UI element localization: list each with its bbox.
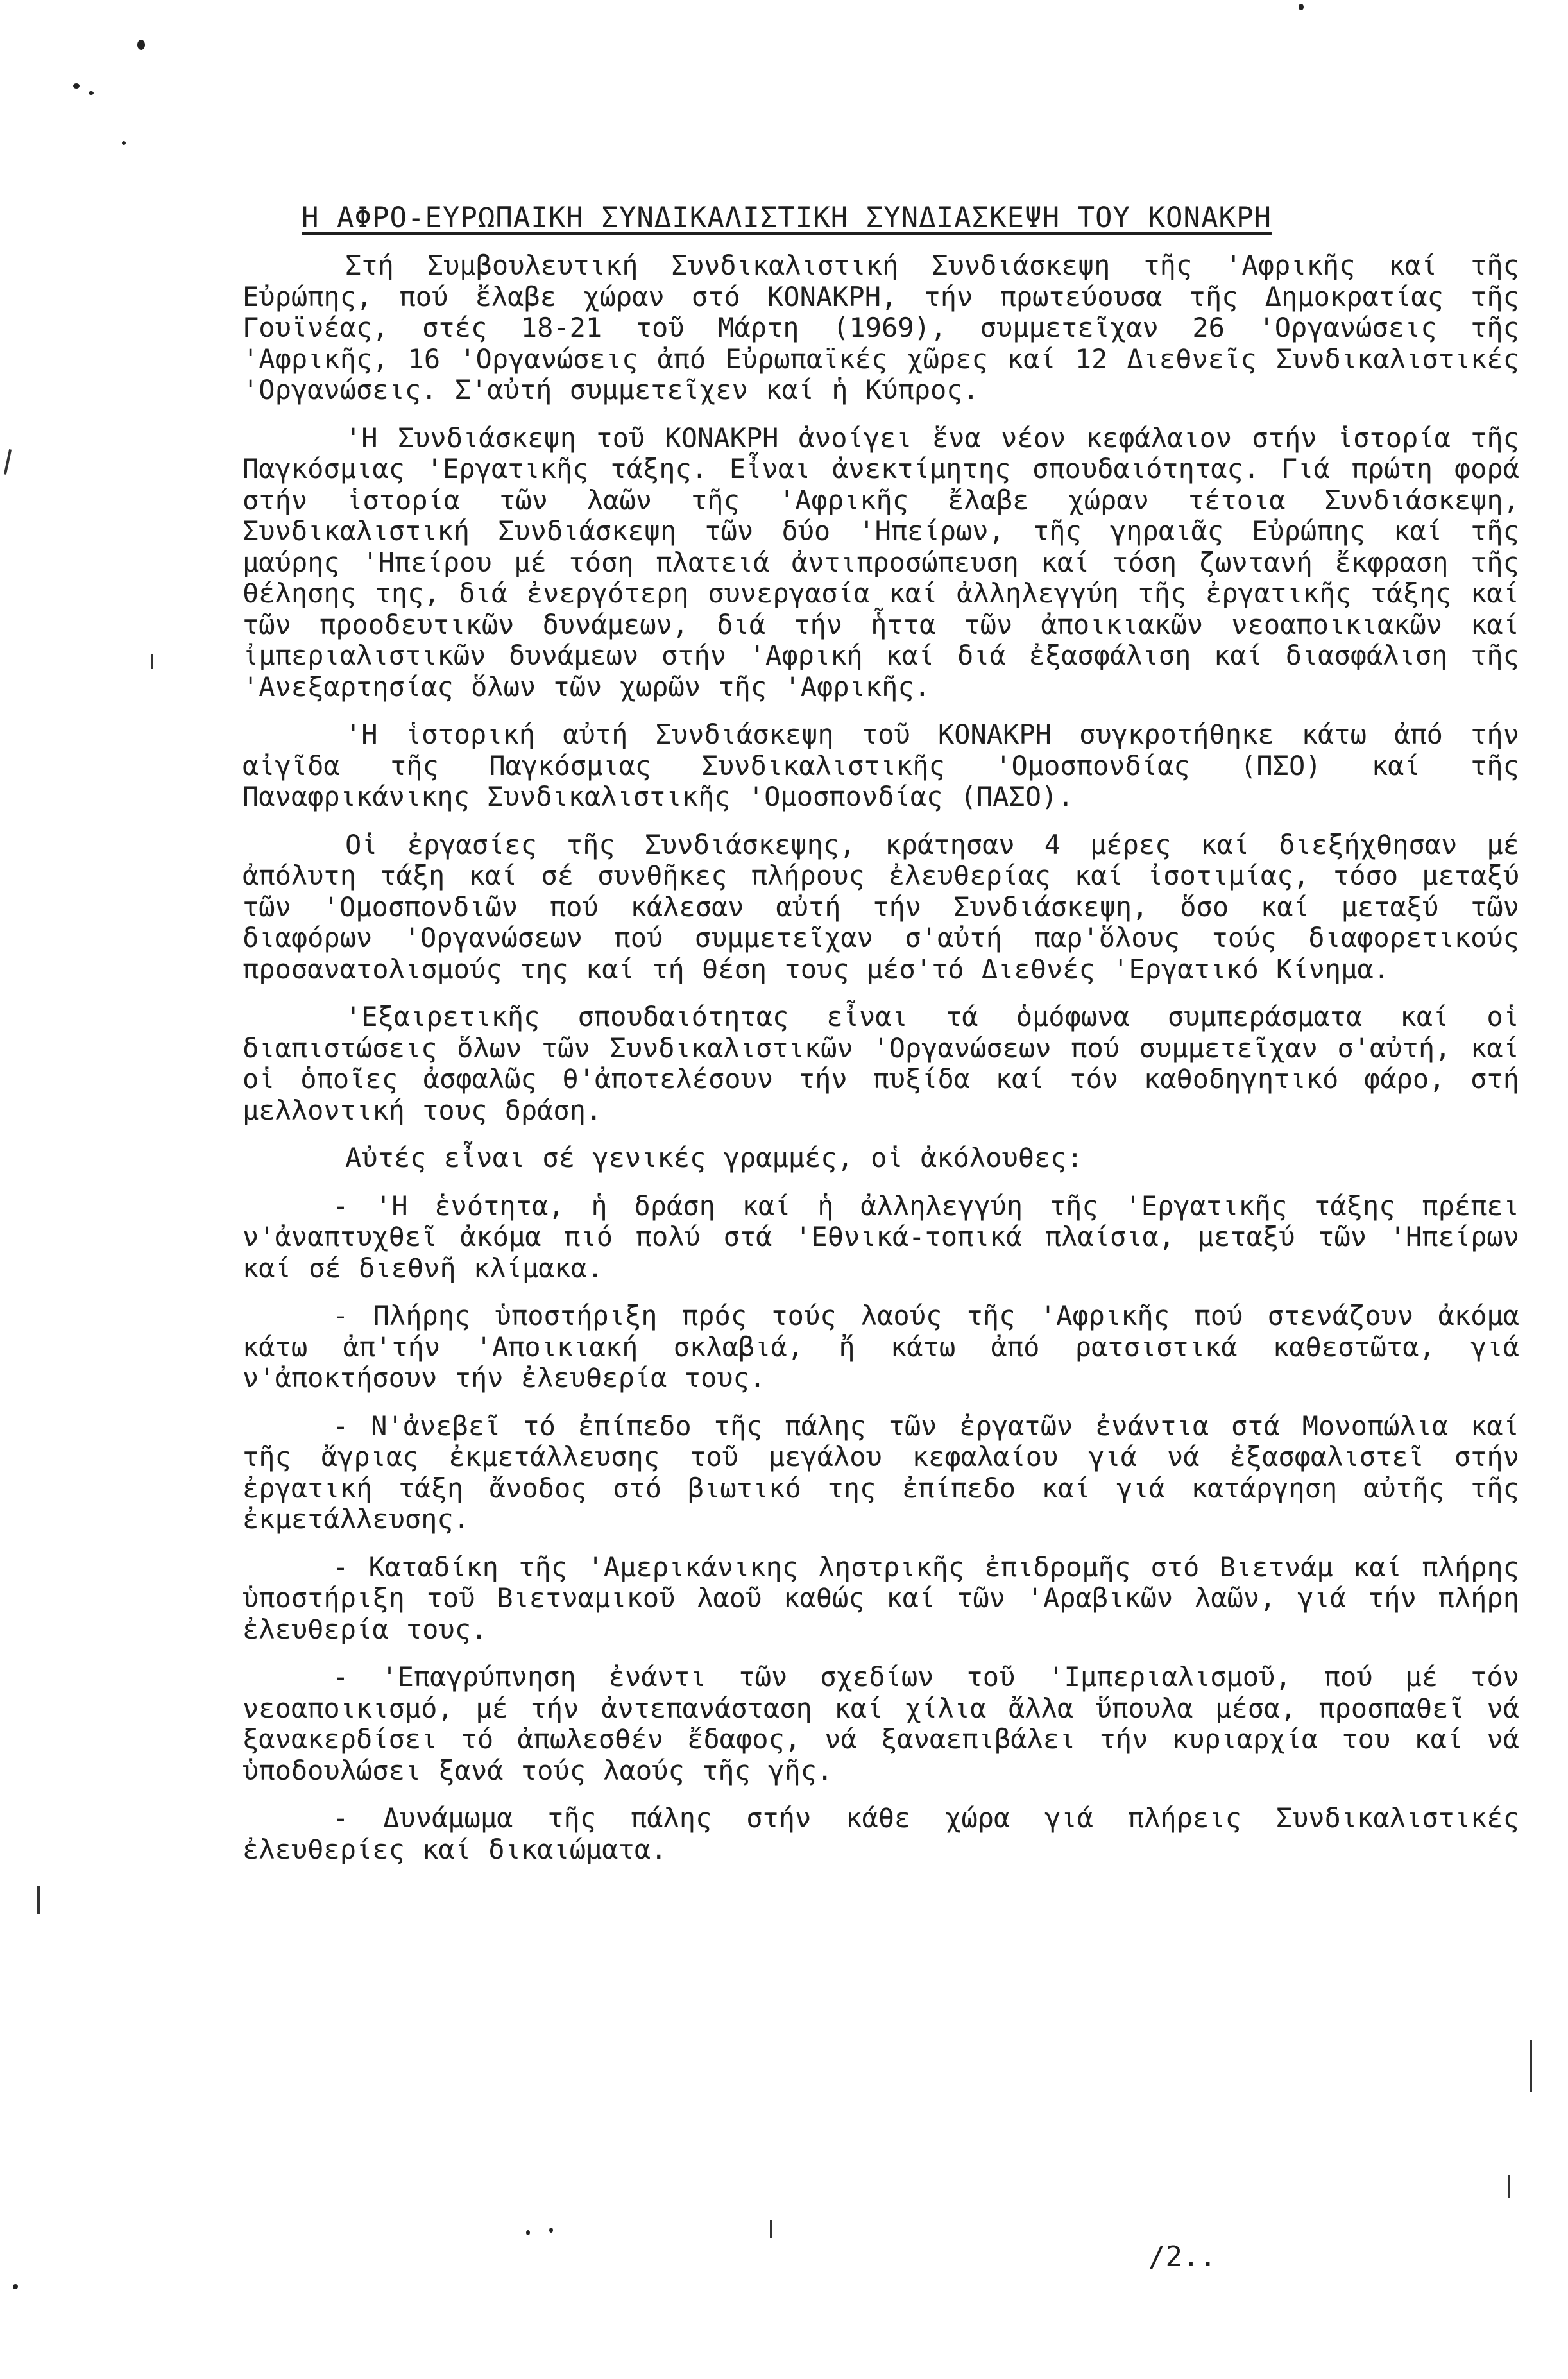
paragraph-significance: 'Η Συνδιάσκεψη τοῦ ΚΟΝΑΚΡΗ ἀνοίγει ἕνα νέον κεφάλαιον στήν ἱστορία τῆς Παγκόσμιας 'Εργατικῆς τάξης. Εἶναι ἀνεκτίμητης σπουδαιότητας. Γιά πρώτη φορά στήν ἱστορία τῶν λαῶν τῆς 'Αφρικῆς ἔλαβε χώραν τέτοια Συνδιάσκεψη, Συνδικαλιστική Συνδιάσκεψη τῶν δύο 'Ηπείρων, τῆς γηραιᾶς Εὐρώπης καί τῆς μαύρης 'Ηπείρου μέ τόση πλατειά ἀντιπροσώπευση καί τόση ζωντανή ἔκφραση τῆς θέλησης της, διά ἐνεργότερη συνεργασία καί ἀλληλεγγύη τῆς ἐργατικῆς τάξης καί τῶν προοδευτικῶν δυνάμεων, διά τήν ἧττα τῶν ἀποικιακῶν νεοαποικιακῶν καί ἰμπεριαλιστικῶν δυνάμεων στήν 'Αφρική καί διά ἐξασφάλιση καί διασφάλιση τῆς 'Ανεξαρτησίας ὅλων τῶν χωρῶν τῆς 'Αφρικῆς. (243, 422, 1537, 703)
scan-mark (1530, 2040, 1532, 2092)
paragraph-list-intro: Αὐτές εἶναι σέ γενικές γραμμές, οἱ ἀκόλουθες: (345, 1142, 1083, 1173)
scan-mark (1508, 2175, 1510, 2198)
scan-speck (122, 141, 126, 145)
scan-speck (137, 40, 145, 50)
list-item-struggle-monopolies: - Ν'ἀνεβεῖ τό ἐπίπεδο τῆς πάλης τῶν ἐργατῶν ἐνάντια στά Μονοπώλια καί τῆς ἄγριας ἐκμετάλλευσης τοῦ μεγάλου κεφαλαίου γιά νά ἐξασφαλιστεῖ στήν ἐργατική τάξη ἄνοδος στό βιωτικό της ἐπίπεδο καί γιά κατάργηση αὐτῆς τῆς ἐκμετάλλευσης. (243, 1410, 1537, 1535)
scan-speck (526, 2230, 530, 2235)
list-item-unity: - 'Η ἑνότητα, ἡ δράση καί ἡ ἀλληλεγγύη τῆς 'Εργατικῆς τάξης πρέπει ν'ἀναπτυχθεῖ ἀκόμα πιό πολύ στά 'Εθνικά-τοπικά πλαίσια, μεταξύ τῶν 'Ηπείρων καί σέ διεθνῆ κλίμακα. (243, 1190, 1537, 1284)
scan-mark (4, 449, 12, 475)
scan-speck (13, 2284, 18, 2289)
page-continuation-marker: /2.. (1148, 2240, 1216, 2273)
paragraph-auspices: 'Η ἱστορική αὐτή Συνδιάσκεψη τοῦ ΚΟΝΑΚΡΗ συγκροτήθηκε κάτω ἀπό τήν αἰγῖδα τῆς Παγκόσμιας Συνδικαλιστικῆς 'Ομοσπονδίας (ΠΣΟ) καί τῆς Παναφρικάνικης Συνδικαλιστικῆς 'Ομοσπονδίας (ΠΑΣΟ). (243, 719, 1537, 812)
list-item-union-rights: - Δυνάμωμα τῆς πάλης στήν κάθε χώρα γιά πλήρεις Συνδικαλιστικές ἐλευθερίες καί δικαιώματα. (243, 1802, 1537, 1865)
paragraph-conclusions: 'Εξαιρετικῆς σπουδαιότητας εἶναι τά ὁμόφωνα συμπεράσματα καί οἱ διαπιστώσεις ὅλων τῶν Συνδικαλιστικῶν 'Οργανώσεων πού συμμετεῖχαν σ'αὐτή, καί οἱ ὁποῖες ἀσφαλῶς θ'ἀποτελέσουν τήν πυξίδα καί τόν καθοδηγητικό φάρο, στή μελλοντική τους δράση. (243, 1001, 1537, 1126)
paragraph-intro: Στή Συμβουλευτική Συνδικαλιστική Συνδιάσκεψη τῆς 'Αφρικῆς καί τῆς Εὐρώπης, πού ἔλαβε χώραν στό ΚΟΝΑΚΡΗ, τήν πρωτεύουσα τῆς Δημοκρατίας τῆς Γουϊνέας, στές 18-21 τοῦ Μάρτη (1969), συμμετεῖχαν 26 'Οργανώσεις τῆς 'Αφρικῆς, 16 'Οργανώσεις ἀπό Εὐρωπαϊκές χῶρες καί 12 Διεθνεῖς Συνδικαλιστικές 'Οργανώσεις. Σ'αὐτή συμμετεῖχεν καί ἡ Κύπρος. (243, 250, 1537, 405)
scan-speck (73, 83, 80, 89)
document-body (243, 250, 1537, 1882)
list-item-vietnam: - Καταδίκη τῆς 'Αμερικάνικης ληστρικῆς ἐπιδρομῆς στό Βιετνάμ καί πλήρης ὑποστήριξη τοῦ Βιετναμικοῦ λαοῦ καθώς καί τῶν 'Αραβικῶν λαῶν, γιά τήν πλήρη ἐλευθερία τους. (243, 1551, 1537, 1645)
scan-speck (549, 2228, 553, 2233)
scan-speck (1299, 4, 1304, 10)
scan-mark (37, 1886, 40, 1914)
list-item-support-africa: - Πλήρης ὑποστήριξη πρός τούς λαούς τῆς 'Αφρικῆς πού στενάζουν ἀκόμα κάτω ἀπ'τήν 'Αποικιακή σκλαβιά, ἤ κάτω ἀπό ρατσιστικά καθεστῶτα, γιά ν'ἀποκτήσουν τήν ἐλευθερία τους. (243, 1300, 1537, 1394)
scan-mark (770, 2220, 772, 2238)
list-item-vigilance: - 'Επαγρύπνηση ἐνάντι τῶν σχεδίων τοῦ 'Ιμπεριαλισμοῦ, πού μέ τόν νεοαποικισμό, μέ τήν ἀντεπανάσταση καί χίλια ἄλλα ὕπουλα μέσα, προσπαθεῖ νά ξανακερδίσει τό ἀπωλεσθέν ἔδαφος, νά ξαναεπιβάλει τήν κυριαρχία του καί νά ὑποδουλώσει ξανά τούς λαούς τῆς γῆς. (243, 1661, 1537, 1786)
paragraph-proceedings: Οἱ ἐργασίες τῆς Συνδιάσκεψης, κράτησαν 4 μέρες καί διεξήχθησαν μέ ἀπόλυτη τάξη καί σέ συνθῆκες πλήρους ἐλευθερίας καί ἰσοτιμίας, τόσο μεταξύ τῶν 'Ομοσπονδιῶν πού κάλεσαν αὐτή τήν Συνδιάσκεψη, ὅσο καί μεταξύ τῶν διαφόρων 'Οργανώσεων πού συμμετεῖχαν σ'αὐτή παρ'ὅλους τούς διαφορετικούς προσανατολισμούς της καί τή θέση τους μέσ'τό Διεθνές 'Εργατικό Κίνημα. (243, 828, 1537, 985)
document-title: Η ΑΦΡΟ-ΕΥΡΩΠΑΙΚΗ ΣΥΝΔΙΚΑΛΙΣΤΙΚΗ ΣΥΝΔΙΑΣΚΕΨΗ ΤΟΥ ΚΟΝΑΚΡΗ (302, 201, 1272, 234)
scan-speck (89, 91, 94, 95)
scan-mark (151, 654, 153, 669)
